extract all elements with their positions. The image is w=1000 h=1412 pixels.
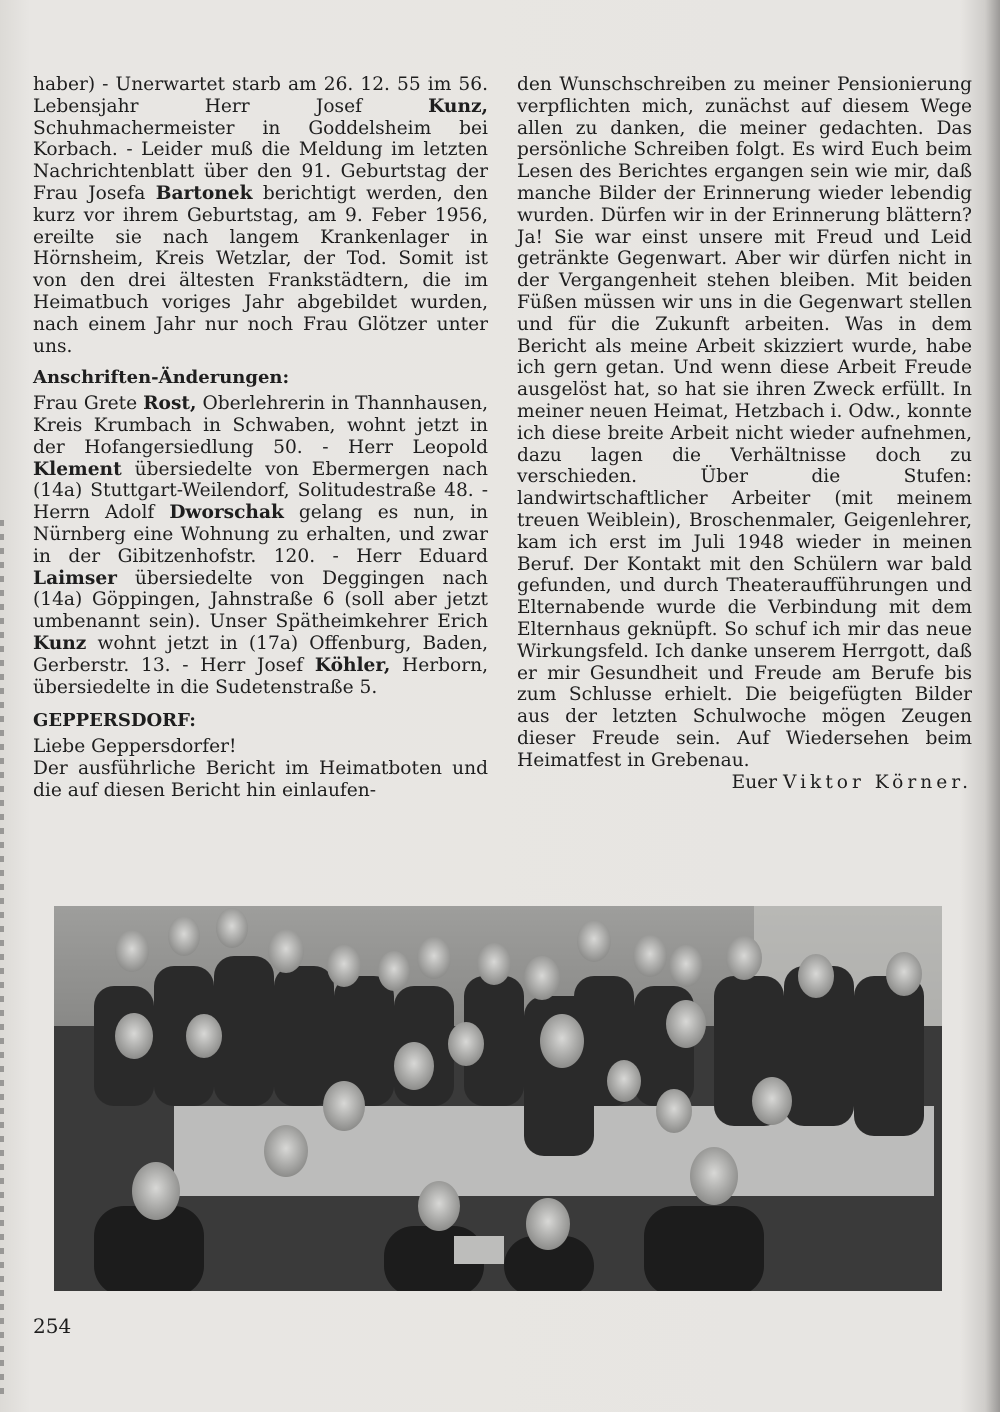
signature-name: Viktor Körner. <box>783 771 972 793</box>
address-bold-name: Klement <box>33 458 122 480</box>
binding-edge <box>0 520 4 1400</box>
address-text: gelang es nun, in Nürnberg eine Wohnung zu erhalten, und zwar in der Gibitzenhofstr. 120. - Herr Eduard <box>33 502 488 567</box>
left-column <box>33 74 488 802</box>
salutation: Liebe Geppersdorfer! <box>33 736 237 758</box>
letter-body: den Wunschschreiben zu meiner Pensionierung verpflichten mich, zunächst auf diesem Wege allen zu danken, die meiner gedachten. Das persönliche Schreiben folgt. Es wird Euch beim Lesen des Berichtes ergangen sein wie mir, daß manche Bilder der Erinnerung wieder lebendig wurden. Dürfen wir in der Erinnerung blättern? Ja! Sie war einst unsere mit Freud und Leid getränkte Gegenwart. Aber wir dürfen nicht in der Vergangenheit stehen bleiben. Mit beiden Füßen müssen wir uns in die Gegenwart stellen und für die Zukunft arbeiten. Was in dem Bericht als meine Arbeit skizziert wurde, habe ich gern getan. Und wenn diese Arbeit Freude ausgelöst hat, so hat sie ihren Zweck erfüllt. In meiner neuen Heimat, Hetzbach i. Odw., konnte ich diese breite Arbeit nicht wieder aufnehmen, dazu lagen die Verhältnisse doch zu verschieden. Über die Stufen: landwirtschaftlicher Arbeiter (mit meinem treuen Weiblein), Broschenmaler, Geigenlehrer, kam ich erst im Juli 1948 wieder in meinen Beruf. Der Kontakt mit den Schülern war bald gefunden, und durch Theateraufführungen und Elternabende wurde die Verbindung mit dem Elternhaus geknüpft. So schuf ich mir das neue Wirkungsfeld. Ich danke unserem Herrgott, daß er mir Gesundheit und Freude am Berufe bis zum Schlusse erhielt. Die beigefügten Bilder aus der letzten Schulwoche mögen Zeugen dieser Freude sein. Auf Wiedersehen beim Heimatfest in Grebenau. <box>517 74 972 771</box>
class-photo-image <box>54 906 942 1291</box>
address-text: übersiedelte von Ebermergen nach (14a) Stuttgart-Weilendorf, Solitudestraße 48. - Herrn Adolf <box>33 458 488 524</box>
address-bold-name: Kunz <box>33 632 87 654</box>
addresses-heading: Anschriften-Änderungen: <box>33 367 290 389</box>
class-photo <box>54 906 942 1291</box>
geppersdorf-heading: GEPPERSDORF: <box>33 710 196 732</box>
intro-text: Schuhmachermeister in Goddelsheim bei Korbach. - Leider muß die Meldung im letzten Nachrichtenblatt über den 91. Geburtstag der Frau Josefa <box>33 117 488 204</box>
address-bold-name: Köhler, <box>314 654 391 676</box>
right-column <box>517 74 972 793</box>
address-text: Herborn, übersiedelte in die Sudetenstraße 5. <box>33 654 488 698</box>
intro-text: berichtigt werden, den kurz vor ihrem Geburtstag, am 9. Feber 1956, ereilte sie nach langem Krankenlager in Hörnsheim, Kreis Wetzlar, der Tod. Somit ist von den drei ältesten Frankstädtern, die im Heimatbuch voriges Jahr abgebildet wurden, nach einem Jahr nur noch Frau Glötzer unter uns. <box>33 182 488 357</box>
address-bold-name: Dworschak <box>169 502 284 524</box>
intro-text: haber) - Unerwartet starb am 26. 12. 55 im 56. Lebensjahr Herr Josef <box>33 74 488 117</box>
address-text: übersiedelte von Deggingen nach (14a) Göppingen, Jahnstraße 6 (soll aber jetzt umbenannt sein). Unser Spätheimkehrer Erich <box>33 567 488 633</box>
page-number: 254 <box>33 1314 72 1338</box>
intro-paragraph <box>33 74 488 357</box>
intro-bold-name: Bartonek <box>155 182 253 204</box>
addresses-paragraph <box>33 393 488 698</box>
intro-bold-name: Kunz, <box>428 95 488 117</box>
address-bold-name: Rost, <box>143 393 197 415</box>
address-text: Oberlehrerin in Thannhausen, Kreis Krumbach in Schwaben, wohnt jetzt in der Hofangersiedlung 50. - Herr Leopold <box>33 393 488 458</box>
letter-start: Der ausführliche Bericht im Heimatboten und die auf diesen Bericht hin einlaufen- <box>33 757 488 801</box>
address-text: Frau Grete <box>33 393 144 415</box>
signature <box>517 772 972 794</box>
address-text: wohnt jetzt in (17a) Offenburg, Baden, Gerberstr. 13. - Herr Josef <box>33 632 488 676</box>
signature-prefix: Euer <box>731 771 778 793</box>
address-bold-name: Laimser <box>33 567 117 589</box>
